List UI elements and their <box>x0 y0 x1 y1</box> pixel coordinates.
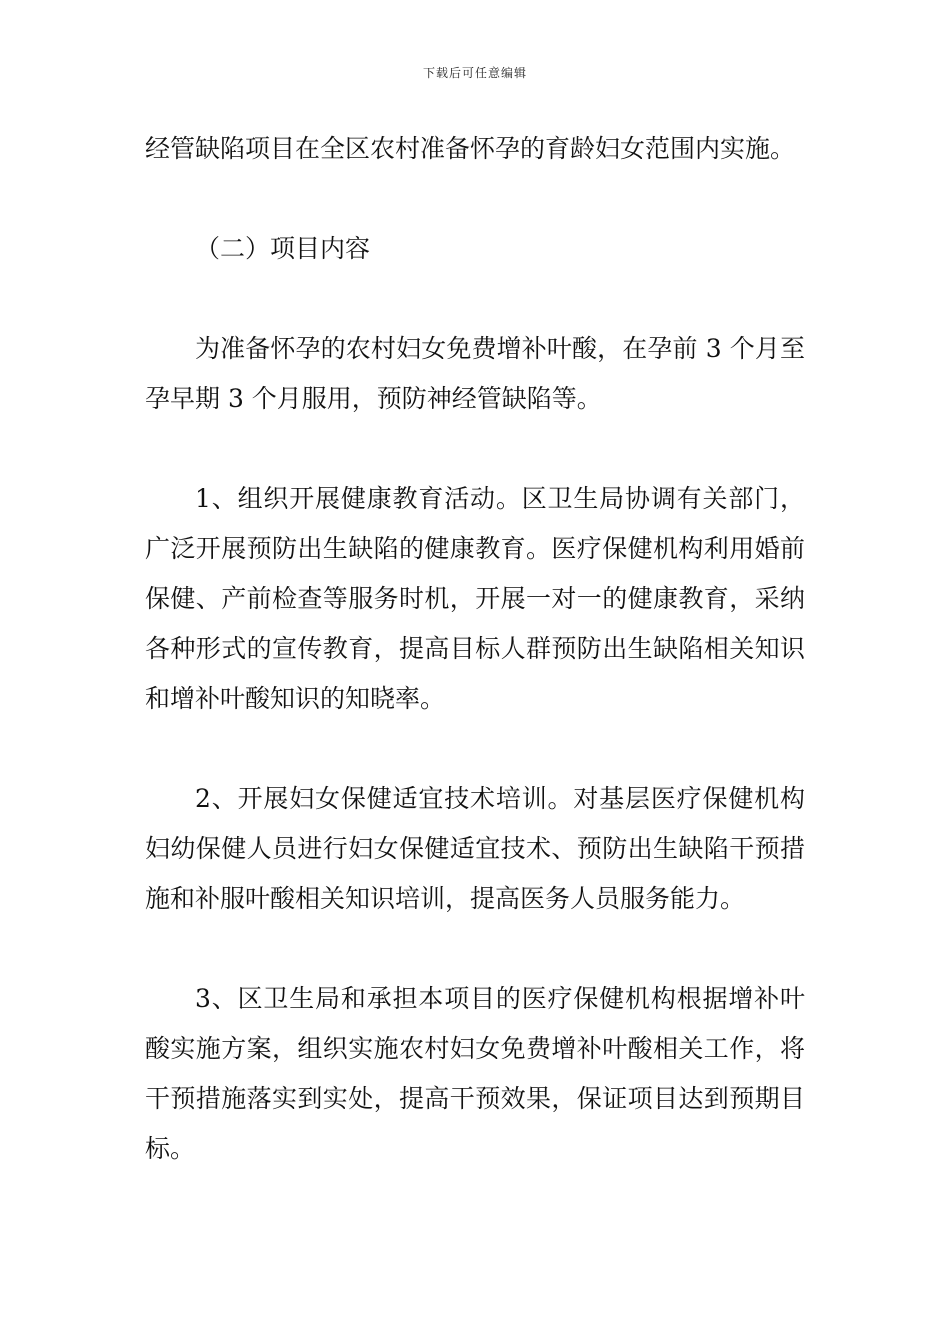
section-heading: （二）项目内容 <box>195 234 371 263</box>
paragraph-item-2: 2、开展妇女保健适宜技术培训。对基层医疗保健机构妇幼保健人员进行妇女保健适宜技术、预防出生缺陷干预措施和补服叶酸相关知识培训，提高医务人员服务能力。 <box>145 784 805 913</box>
paragraph-content-intro: 为准备怀孕的农村妇女免费增补叶酸，在孕前 3 个月至孕早期 3 个月服用，预防神经管缺陷等。 <box>145 334 805 413</box>
paragraph-item-1: 1、组织开展健康教育活动。区卫生局协调有关部门，广泛开展预防出生缺陷的健康教育。医疗保健机构利用婚前保健、产前检查等服务时机，开展一对一的健康教育，采纳各种形式的宣传教育，提高目标人群预防出生缺陷相关知识和增补叶酸知识的知晓率。 <box>145 484 805 713</box>
paragraph-item-3: 3、区卫生局和承担本项目的医疗保健机构根据增补叶酸实施方案，组织实施农村妇女免费增补叶酸相关工作，将干预措施落实到实处，提高干预效果，保证项目达到预期目标。 <box>145 984 805 1163</box>
paragraph-continuation: 经管缺陷项目在全区农村准备怀孕的育龄妇女范围内实施。 <box>145 134 796 163</box>
document-body <box>145 124 805 1174</box>
page-header: 下载后可任意编辑 <box>422 66 527 80</box>
